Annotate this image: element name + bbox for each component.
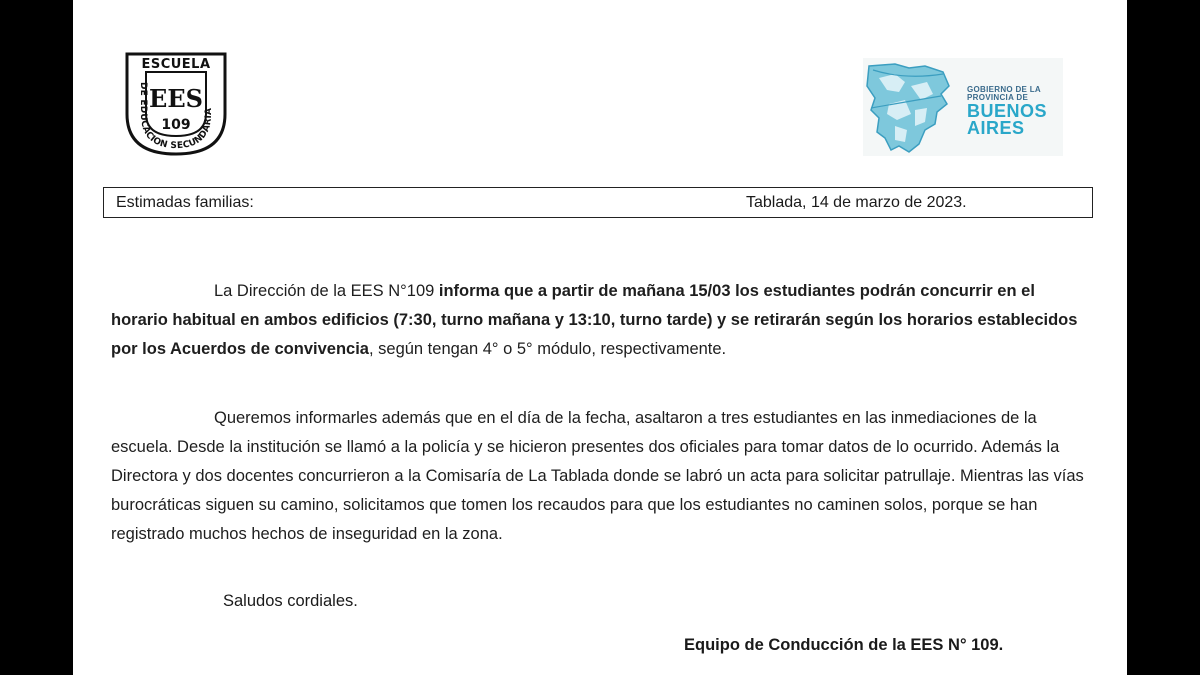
seal-monogram: EES bbox=[149, 84, 203, 113]
paragraph-schedule-lead: La Dirección de la EES N°109 bbox=[214, 282, 439, 300]
closing-greeting: Saludos cordiales. bbox=[223, 592, 358, 610]
seal-top-text: ESCUELA bbox=[141, 57, 211, 72]
paragraph-security bbox=[111, 404, 1091, 549]
paragraph-schedule-tail: , según tengan 4° o 5° módulo, respectivamente. bbox=[368, 340, 727, 358]
signature: Equipo de Conducción de la EES N° 109. bbox=[684, 636, 1004, 654]
province-logo bbox=[863, 58, 1063, 156]
paragraph-schedule bbox=[111, 277, 1091, 364]
seal-ring-text: DE EDUCACION SECUNDARIA bbox=[137, 82, 215, 152]
province-logo-buenos: BUENOS bbox=[967, 101, 1048, 121]
province-logo-aires: AIRES bbox=[967, 118, 1025, 138]
letter-date: Tablada, 14 de marzo de 2023. bbox=[746, 194, 967, 211]
province-logo-line2: PROVINCIA DE bbox=[967, 93, 1029, 102]
paragraph-security-text: Queremos informarles además que en el día de la fecha, asaltaron a tres estudiantes en las inmediaciones de la escuela. Desde la institución se llamó a la policía y se hicieron presentes dos oficiales para tomar datos de lo ocurrido. Además la Directora y dos docentes concurrieron a la Comisaría de La Tablada donde se labró un acta para solicitar patrullaje. Mientras las vías burocráticas siguen su camino, solicitamos que tomen los recaudos para que los estudiantes no caminen solos, porque se han registrado muchos hechos de inseguridad en la zona. bbox=[111, 409, 1084, 543]
school-seal-logo bbox=[121, 52, 231, 156]
province-logo-line1: GOBIERNO DE LA bbox=[967, 85, 1041, 94]
letter-page bbox=[73, 0, 1127, 675]
seal-number: 109 bbox=[161, 117, 191, 133]
paragraph-schedule-bold: informa que a partir de mañana 15/03 los estudiantes podrán concurrir en el horario habitual en ambos edificios (7:30, turno mañana y 13:10, turno tarde) y se retirarán según los horarios establecidos por los Acuerdos de convivencia bbox=[111, 282, 1078, 358]
letter-header bbox=[103, 187, 1093, 218]
province-map-icon bbox=[865, 60, 953, 154]
greeting: Estimadas familias: bbox=[116, 194, 254, 211]
